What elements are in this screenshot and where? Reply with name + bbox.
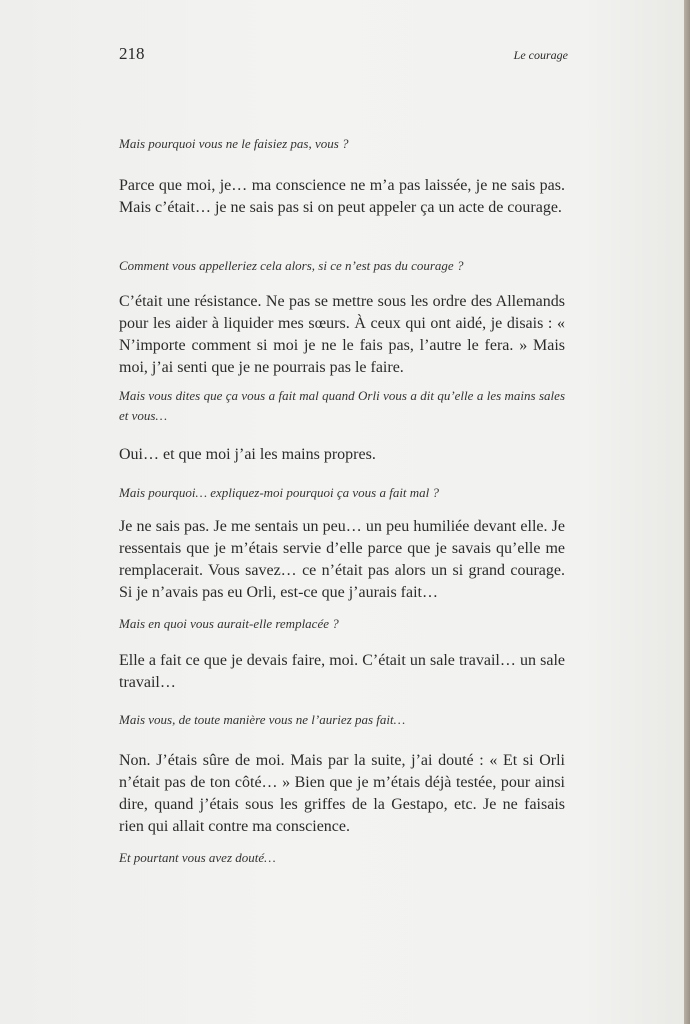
answer-paragraph: Parce que moi, je… ma conscience ne m’a pas laissée, je ne sais pas. Mais c’était… je ne sais pas si on peut appeler ça un acte de courage. (119, 177, 565, 216)
answer-paragraph: Elle a fait ce que je devais faire, moi. C’était un sale travail… un sale travail… (119, 652, 565, 691)
answer-paragraph: Je ne sais pas. Je me sentais un peu… un peu humiliée devant elle. Je ressentais que je m’étais servie d’elle parce que je savais qu’elle me remplacerait. Vous savez… ce n’était pas alors un si grand courage. Si je n’avais pas eu Orli, est-ce que j’aurais fait… (119, 518, 565, 601)
question-paragraph: Et pourtant vous avez douté… (119, 850, 276, 865)
page-number: 218 (119, 44, 145, 63)
question-paragraph: Mais pourquoi vous ne le faisiez pas, vous ? (119, 136, 349, 151)
running-head (119, 44, 568, 66)
answer-paragraph: Oui… et que moi j’ai les mains propres. (119, 446, 376, 463)
answer-paragraph: C’était une résistance. Ne pas se mettre sous les ordre des Allemands pour les aider à liquider mes sœurs. À ceux qui ont aidé, je disais : « N’importe comment si moi je ne le fais pas, l’autre le fera. » Mais moi, j’ai senti que je ne pourrais pas le faire. (119, 293, 565, 376)
page-edge (684, 0, 690, 1024)
question-paragraph: Mais en quoi vous aurait-elle remplacée ? (119, 616, 339, 631)
question-paragraph: Mais pourquoi… expliquez-moi pourquoi ça vous a fait mal ? (119, 485, 440, 500)
chapter-title: Le courage (513, 48, 568, 62)
answer-paragraph: Non. J’étais sûre de moi. Mais par la suite, j’ai douté : « Et si Orli n’était pas de ton côté… » Bien que je m’étais déjà testée, pour ainsi dire, quand j’étais sous les griffes de la Gestapo, etc. Je ne faisais rien qui allait contre ma conscience. (119, 752, 565, 835)
question-paragraph: Mais vous, de toute manière vous ne l’auriez pas fait… (119, 712, 406, 727)
question-paragraph: Mais vous dites que ça vous a fait mal quand Orli vous a dit qu’elle a les mains sales et vous… (119, 388, 565, 423)
question-paragraph: Comment vous appelleriez cela alors, si ce n’est pas du courage ? (119, 258, 464, 273)
